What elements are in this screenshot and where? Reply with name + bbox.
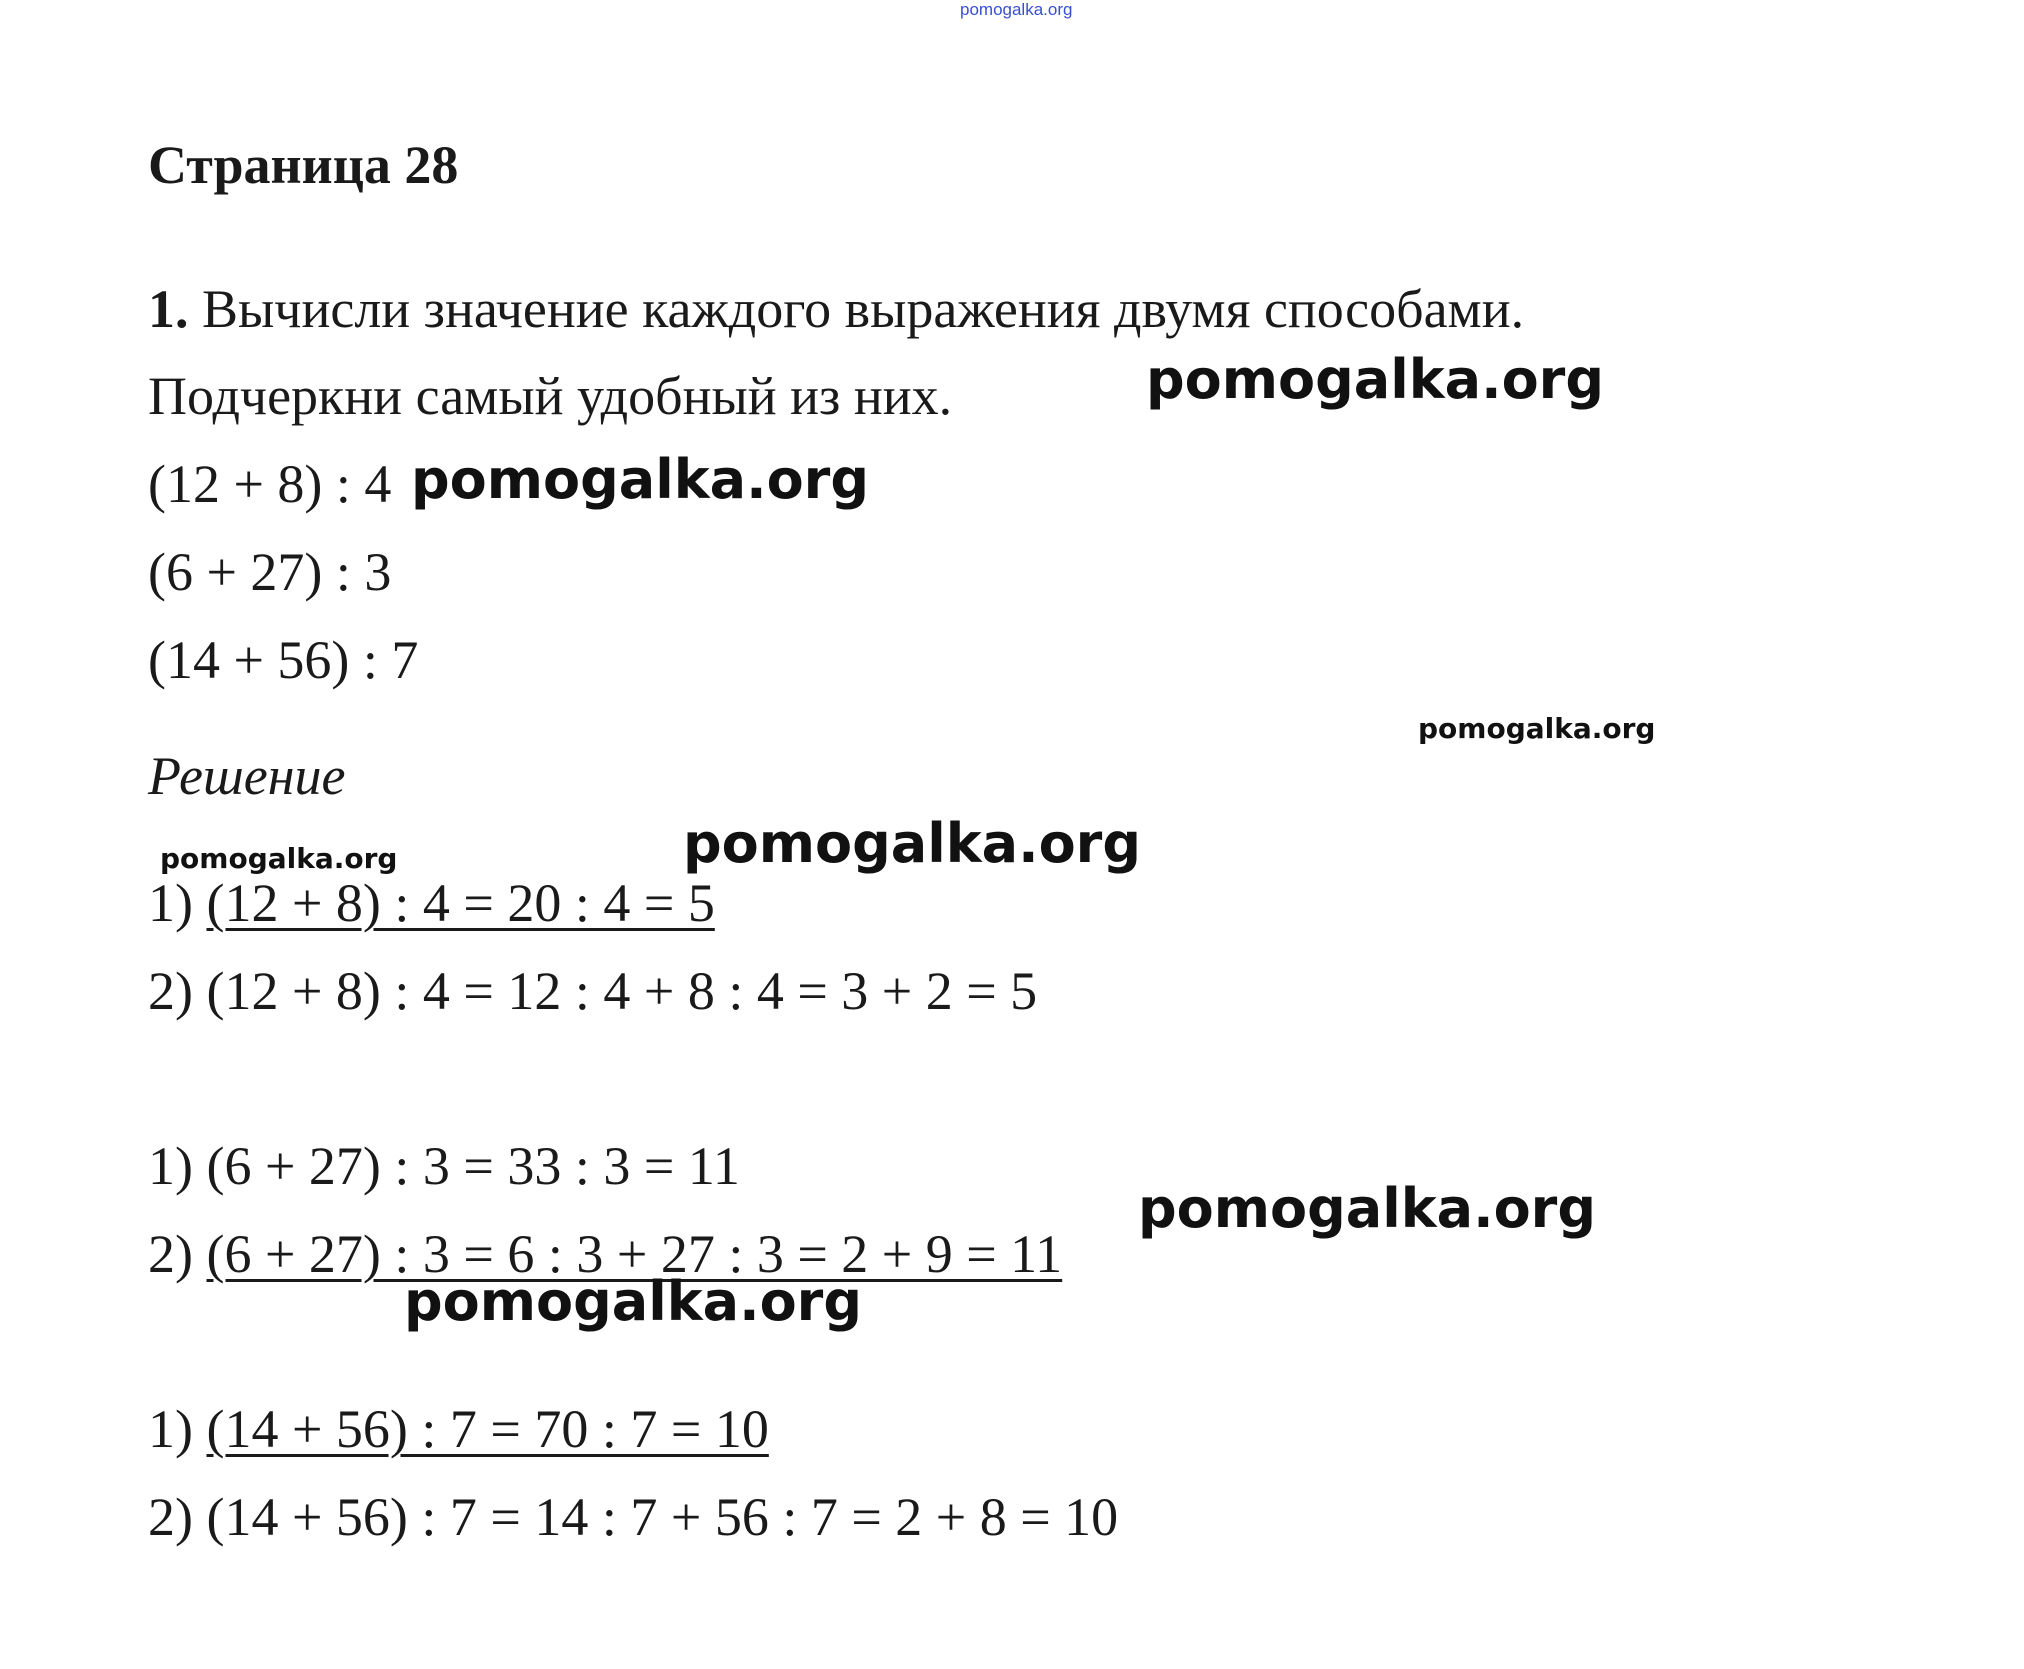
watermark: pomogalka.org [411, 448, 869, 511]
underlined-solution: (14 + 56) : 7 = 70 : 7 = 10 [206, 1399, 769, 1459]
watermark: pomogalka.org [160, 842, 398, 875]
top-watermark: pomogalka.org [960, 0, 1073, 19]
way-number: 2) [148, 1224, 193, 1284]
watermark: pomogalka.org [404, 1270, 862, 1333]
expression-2: (6 + 27) : 3 [148, 542, 392, 602]
way-number: 1) [148, 1399, 193, 1459]
solution-2-way-1 [148, 1135, 740, 1197]
way-number: 2) [148, 1487, 193, 1547]
watermark: pomogalka.org [1146, 348, 1604, 411]
page-title: Страница 28 [148, 135, 459, 195]
solution-text: (12 + 8) : 4 = 12 : 4 + 8 : 4 = 3 + 2 = 5 [206, 961, 1038, 1021]
task-text-2: Подчеркни самый удобный из них. [148, 366, 953, 426]
solution-text: (6 + 27) : 3 = 33 : 3 = 11 [206, 1136, 740, 1196]
watermark: pomogalka.org [1138, 1177, 1596, 1240]
expression-1: (12 + 8) : 4 [148, 454, 392, 514]
solution-3-way-1 [148, 1398, 769, 1460]
expression-3: (14 + 56) : 7 [148, 630, 419, 690]
solution-1-way-1 [148, 872, 715, 934]
way-number: 2) [148, 961, 193, 1021]
underlined-solution: (12 + 8) : 4 = 20 : 4 = 5 [206, 873, 715, 933]
way-number: 1) [148, 873, 193, 933]
solution-3-way-2 [148, 1486, 1118, 1548]
task-statement-line-1 [148, 278, 1524, 340]
task-number: 1. [148, 279, 189, 339]
solution-label: Решение [148, 746, 346, 806]
watermark: pomogalka.org [683, 812, 1141, 875]
way-number: 1) [148, 1136, 193, 1196]
solution-1-way-2 [148, 960, 1037, 1022]
task-text-1: Вычисли значение каждого выражения двумя способами. [202, 279, 1525, 339]
watermark: pomogalka.org [1418, 712, 1656, 745]
underlined-solution: (6 + 27) : 3 = 6 : 3 + 27 : 3 = 2 + 9 = 11 [206, 1224, 1063, 1284]
solution-text: (14 + 56) : 7 = 14 : 7 + 56 : 7 = 2 + 8 = 10 [206, 1487, 1119, 1547]
